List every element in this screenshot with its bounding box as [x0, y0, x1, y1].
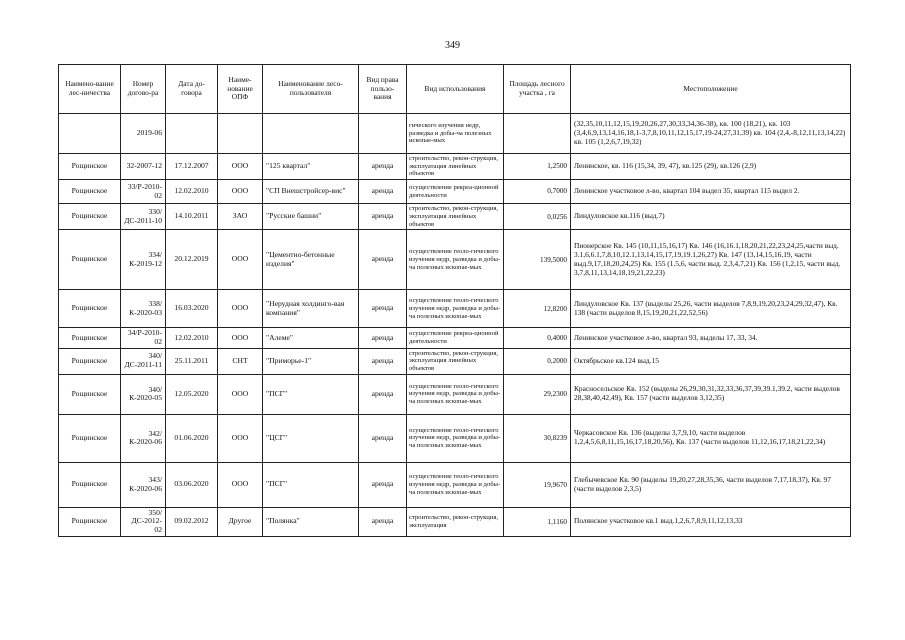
cell-area: 1,1160 — [504, 507, 571, 536]
cell-right — [359, 114, 407, 154]
table-row — [59, 230, 851, 290]
cell-forestry: Рощинское — [59, 180, 121, 204]
cell-user: "Русские башни" — [263, 204, 359, 230]
cell-forestry: Рощинское — [59, 290, 121, 328]
cell-opf: СНТ — [218, 348, 263, 374]
cell-area: 19,9670 — [504, 462, 571, 507]
table-row — [59, 180, 851, 204]
cell-location: Октябрьское кв.124 выд.15 — [571, 348, 851, 374]
cell-contract-date: 12.05.2020 — [166, 374, 218, 414]
cell-user: "ПСГ" — [263, 374, 359, 414]
cell-location: Глебычевское Кв. 90 (выделы 19,20,27,28,35,36, части выделов 7,17,18,37), Кв. 97 (части выделов 2,3,5) — [571, 462, 851, 507]
cell-use: гического изучения недр, разведка и добы-ча полезных ископае-мых — [407, 114, 504, 154]
cell-location: Ленинское участковое л-во, квартал 93, выделы 17, 33, 34. — [571, 328, 851, 348]
table-row — [59, 204, 851, 230]
cell-user: "Полянка" — [263, 507, 359, 536]
cell-right: аренда — [359, 154, 407, 180]
cell-opf: ЗАО — [218, 204, 263, 230]
page-number: 349 — [445, 40, 460, 51]
cell-area: 1,2500 — [504, 154, 571, 180]
cell-forestry: Рощинское — [59, 414, 121, 462]
cell-location: Линдуловское Кв. 137 (выделы 25,26, части выделов 7,8,9,19,20,23,24,29,32,47), Кв. 138 (части выделов 8,15,19,20,21,22,52,56) — [571, 290, 851, 328]
cell-opf: ООО — [218, 180, 263, 204]
cell-forestry: Рощинское — [59, 328, 121, 348]
cell-contract-no: 342/К-2020-06 — [121, 414, 166, 462]
cell-use: строительство, рекон-струкция, эксплуатация линейных объектов — [407, 204, 504, 230]
header-contract-no: Номер догово-ра — [121, 65, 166, 114]
cell-opf: ООО — [218, 462, 263, 507]
table-row — [59, 414, 851, 462]
cell-location: Ленинское, кв. 116 (15,34, 39, 47), кв.125 (29), кв.126 (2,9) — [571, 154, 851, 180]
cell-area: 29,2300 — [504, 374, 571, 414]
cell-use: осуществление геоло-гического изучения недр, разведка и добы-ча полезных ископае-мых — [407, 290, 504, 328]
table-row — [59, 114, 851, 154]
cell-right: аренда — [359, 290, 407, 328]
header-right: Вид права пользо-вания — [359, 65, 407, 114]
cell-contract-date: 20.12.2019 — [166, 230, 218, 290]
cell-contract-no: 2019-06 — [121, 114, 166, 154]
cell-contract-date: 25.11.2011 — [166, 348, 218, 374]
table-row — [59, 507, 851, 536]
cell-location: (32,35,10,11,12,15,19,20,26,27,30,33,34,36-38), кв. 100 (18,21), кв. 103 (3,4,6,9,13,14,16,18,1-3,7,8,10,11,12,15,17,19-24,27,31,39) кв. 104 (2,4,-8,12,11,13,14,22) кв. 105 (1,2,6,7,19,32) — [571, 114, 851, 154]
cell-location: Черкасовское Кв. 136 (выделы 3,7,9,10, части выделов 1,2,4,5,6,8,11,15,16,17,18,20,56), Кв. 137 (части выделов 11,12,16,17,18,21,22,34) — [571, 414, 851, 462]
header-location: Местоположение — [571, 65, 851, 114]
cell-area: 0,7000 — [504, 180, 571, 204]
cell-user: "Нерудная холдинго-вая компания" — [263, 290, 359, 328]
cell-contract-no: 334/К-2019-12 — [121, 230, 166, 290]
cell-location: Пионерское Кв. 145 (10,11,15,16,17) Кв. 146 (16,16.1,18,20,21,22,23,24,25,части выд. 3.1,6,6.1,7,8,10,12.1,13,14,15,17,19,19.1,26,27) Кв. 147 (13,14,15,16,19, части выд.9,17,18,20,24,25) Кв. 155 (1.5,6, части выд. 2,3,4,7,21) Кв. 156 (1,2,15, части выд. 3,7,8,11,13,14,18,19,21,22,23) — [571, 230, 851, 290]
table-row — [59, 348, 851, 374]
cell-user: "125 квартал" — [263, 154, 359, 180]
cell-right: аренда — [359, 328, 407, 348]
cell-opf: Другое — [218, 507, 263, 536]
cell-opf — [218, 114, 263, 154]
cell-location: Линдуловское кв.116 (выд.7) — [571, 204, 851, 230]
cell-contract-no: 32-2007-12 — [121, 154, 166, 180]
cell-use: осуществление геоло-гического изучения недр, разведка и добы-ча полезных ископае-мых — [407, 414, 504, 462]
cell-use: строительство, рекон-струкция, эксплуатация линейных объектов — [407, 154, 504, 180]
cell-contract-no: 338/К-2020-03 — [121, 290, 166, 328]
table-row — [59, 154, 851, 180]
cell-contract-date: 01.06.2020 — [166, 414, 218, 462]
cell-right: аренда — [359, 230, 407, 290]
cell-area: 12,8200 — [504, 290, 571, 328]
header-forestry: Наимено-вание лес-ничества — [59, 65, 121, 114]
cell-user: "Цементно-бетонные изделия" — [263, 230, 359, 290]
cell-contract-date — [166, 114, 218, 154]
cell-use: осуществление рекреа-ционной деятельности — [407, 328, 504, 348]
cell-use: осуществление геоло-гического изучения недр, разведка и добы-ча полезных ископае-мых — [407, 230, 504, 290]
table-row — [59, 328, 851, 348]
cell-right: аренда — [359, 462, 407, 507]
cell-contract-date: 14.10.2011 — [166, 204, 218, 230]
cell-user: "СП Внешстройсер-вис" — [263, 180, 359, 204]
cell-forestry — [59, 114, 121, 154]
cell-contract-date: 12.02.2010 — [166, 180, 218, 204]
cell-location: Красносельское Кв. 152 (выделы 26,29,30,31,32,33,36,37,39,39.1,39.2, части выделов 28,38,40,42,49), Кв. 157 (части выделов 3,12,35) — [571, 374, 851, 414]
cell-location: Ленинское участковое л-во, квартал 104 выдел 35, квартал 115 выдел 2. — [571, 180, 851, 204]
cell-right: аренда — [359, 204, 407, 230]
cell-contract-date: 09.02.2012 — [166, 507, 218, 536]
lease-table — [58, 64, 851, 537]
cell-forestry: Рощинское — [59, 230, 121, 290]
cell-contract-no: 340/ДС-2011-11 — [121, 348, 166, 374]
cell-area: 139,5000 — [504, 230, 571, 290]
table-row — [59, 462, 851, 507]
cell-area: 30,8239 — [504, 414, 571, 462]
cell-area: 0,0256 — [504, 204, 571, 230]
cell-area: 0,4000 — [504, 328, 571, 348]
cell-area: 0,2000 — [504, 348, 571, 374]
header-row — [59, 65, 851, 114]
cell-right: аренда — [359, 180, 407, 204]
cell-right: аренда — [359, 414, 407, 462]
cell-right: аренда — [359, 348, 407, 374]
table-row — [59, 290, 851, 328]
header-user: Наименование лесо-пользователя — [263, 65, 359, 114]
cell-user: "Приморье-1" — [263, 348, 359, 374]
cell-forestry: Рощинское — [59, 154, 121, 180]
cell-opf: ООО — [218, 290, 263, 328]
cell-area — [504, 114, 571, 154]
cell-use: строительство, рекон-струкция, эксплуатация — [407, 507, 504, 536]
header-opf: Наиме-нование ОПФ — [218, 65, 263, 114]
cell-opf: ООО — [218, 328, 263, 348]
cell-right: аренда — [359, 374, 407, 414]
header-area: Площадь лесного участка , га — [504, 65, 571, 114]
cell-contract-date: 16.03.2020 — [166, 290, 218, 328]
cell-contract-no: 350/ДС-2012-02 — [121, 507, 166, 536]
cell-forestry: Рощинское — [59, 204, 121, 230]
cell-contract-date: 12.02.2010 — [166, 328, 218, 348]
cell-opf: ООО — [218, 374, 263, 414]
cell-contract-no: 34/Р-2010-02 — [121, 328, 166, 348]
cell-use: осуществление рекреа-ционной деятельности — [407, 180, 504, 204]
cell-use: строительство, рекон-струкция, эксплуатация линейных объектов — [407, 348, 504, 374]
cell-right: аренда — [359, 507, 407, 536]
header-contract-date: Дата до-говора — [166, 65, 218, 114]
cell-user — [263, 114, 359, 154]
table-row — [59, 374, 851, 414]
cell-user: "ЦСГ" — [263, 414, 359, 462]
cell-location: Полянское участковое кв.1 выд.1,2,6,7,8,9,11,12,13,33 — [571, 507, 851, 536]
cell-forestry: Рощинское — [59, 374, 121, 414]
header-use: Вид использования — [407, 65, 504, 114]
cell-forestry: Рощинское — [59, 348, 121, 374]
cell-use: осуществление геоло-гического изучения недр, разведка и добы-ча полезных ископае-мых — [407, 462, 504, 507]
cell-forestry: Рощинское — [59, 507, 121, 536]
cell-user: "Алеме" — [263, 328, 359, 348]
cell-opf: ООО — [218, 230, 263, 290]
cell-contract-no: 340/К-2020-05 — [121, 374, 166, 414]
cell-contract-no: 330/ДС-2011-10 — [121, 204, 166, 230]
cell-forestry: Рощинское — [59, 462, 121, 507]
cell-contract-no: 33/Р-2010-02 — [121, 180, 166, 204]
cell-contract-no: 343/К-2020-06 — [121, 462, 166, 507]
cell-use: осуществление геоло-гического изучения недр, разведка и добы-ча полезных ископае-мых — [407, 374, 504, 414]
cell-opf: ООО — [218, 154, 263, 180]
cell-contract-date: 17.12.2007 — [166, 154, 218, 180]
cell-opf: ООО — [218, 414, 263, 462]
cell-user: "ПСГ" — [263, 462, 359, 507]
cell-contract-date: 03.06.2020 — [166, 462, 218, 507]
